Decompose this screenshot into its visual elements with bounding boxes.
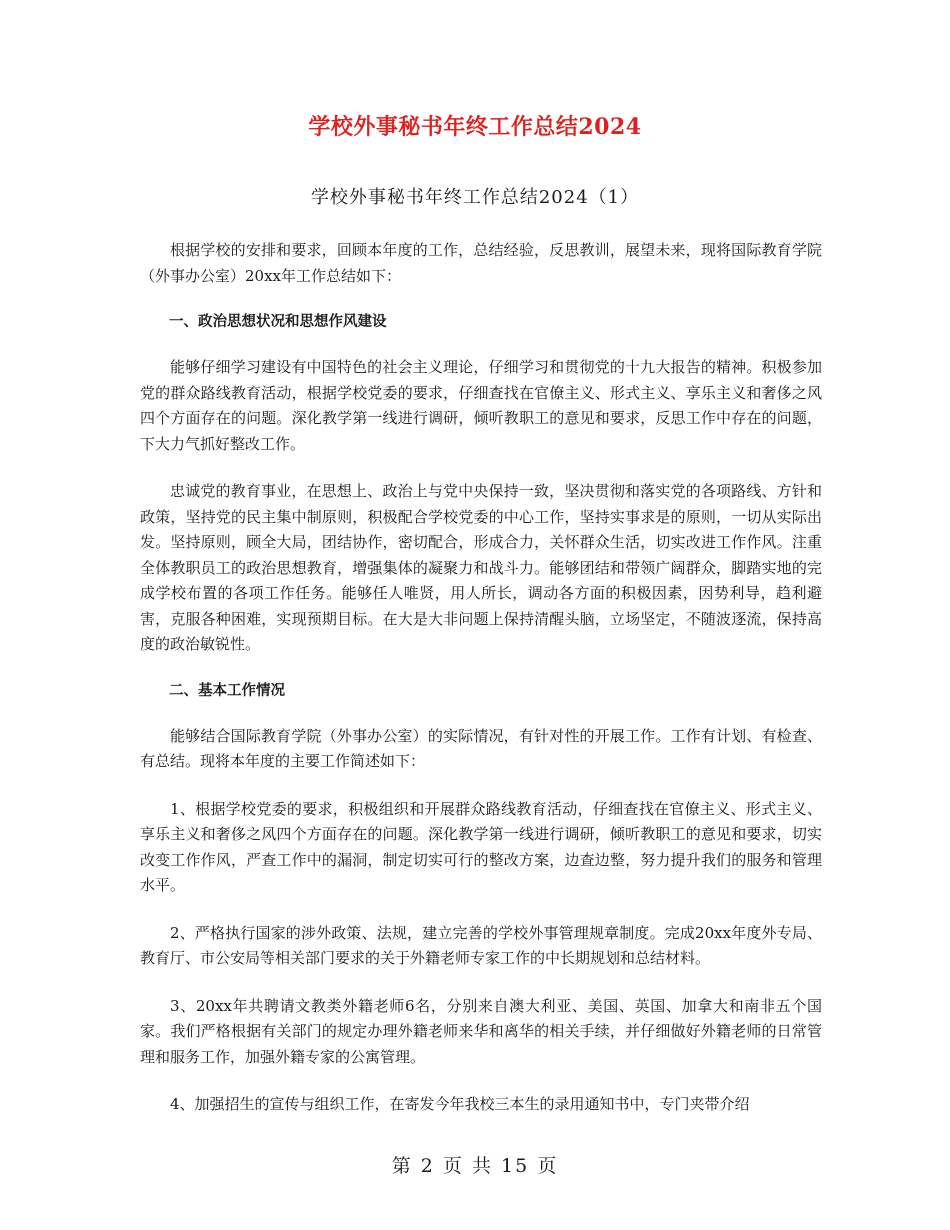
paragraph-item-1: 1、根据学校党委的要求，积极组织和开展群众路线教育活动，仔细查找在官僚主义、形式主义、享乐主义和奢侈之风四个方面存在的问题。深化教学第一线进行调研，倾听教职工的意见和要求，切实改变工作作风，严查工作中的漏洞，制定切实可行的整改方案，边查边整，努力提升我们的服务和管理水平。	[140, 799, 822, 894]
document-subtitle: 学校外事秘书年终工作总结2024（1）	[310, 187, 640, 208]
document-title: 学校外事秘书年终工作总结2024	[308, 114, 642, 140]
paragraph-work-intro: 能够结合国际教育学院（外事办公室）的实际情况，有针对性的开展工作。工作有计划、有检查、有总结。现将本年度的主要工作简述如下：	[140, 726, 822, 770]
paragraph-item-2: 2、严格执行国家的涉外政策、法规，建立完善的学校外事管理规章制度。完成20xx年度外专局、教育厅、市公安局等相关部门要求的关于外籍老师专家工作的中长期规划和总结材料。	[140, 923, 822, 967]
section-heading-work: 二、基本工作情况	[169, 682, 285, 699]
paragraph-study: 能够仔细学习建设有中国特色的社会主义理论，仔细学习和贯彻党的十九大报告的精神。积极参加党的群众路线教育活动，根据学校党委的要求，仔细查找在官僚主义、形式主义、享乐主义和奢侈之风四个方面存在的问题。深化教学第一线进行调研，倾听教职工的意见和要求，反思工作中存在的问题，下大力气抓好整改工作。	[140, 358, 822, 453]
document-body	[140, 238, 822, 1140]
paragraph-intro: 根据学校的安排和要求，回顾本年度的工作，总结经验，反思教训，展望未来，现将国际教育学院（外事办公室）20xx年工作总结如下：	[140, 241, 822, 285]
paragraph-loyalty: 忠诚党的教育事业，在思想上、政治上与党中央保持一致，坚决贯彻和落实党的各项路线、方针和政策，坚持党的民主集中制原则，积极配合学校党委的中心工作，坚持实事求是的原则，一切从实际出发。坚持原则，顾全大局，团结协作，密切配合，形成合力，关怀群众生活，切实改进工作作风。注重全体教职员工的政治思想教育，增强集体的凝聚力和战斗力。能够团结和带领广阔群众，脚踏实地的完成学校布置的各项工作任务。能够任人唯贤，用人所长，调动各方面的积极因素，因势利导，趋利避害，克服各种困难，实现预期目标。在大是大非问题上保持清醒头脑，立场坚定，不随波逐流，保持高度的政治敏锐性。	[140, 482, 822, 653]
paragraph-item-3: 3、20xx年共聘请文教类外籍老师6名，分别来自澳大利亚、美国、英国、加拿大和南非五个国家。我们严格根据有关部门的规定办理外籍老师来华和离华的相关手续，并仔细做好外籍老师的日常管理和服务工作，加强外籍专家的公寓管理。	[140, 996, 822, 1066]
page-number-footer: 第 2 页 共 15 页	[391, 1155, 559, 1177]
paragraph-item-4: 4、加强招生的宣传与组织工作，在寄发今年我校三本生的录用通知书中，专门夹带介绍	[170, 1095, 750, 1113]
section-heading-political: 一、政治思想状况和思想作风建设	[169, 314, 387, 330]
